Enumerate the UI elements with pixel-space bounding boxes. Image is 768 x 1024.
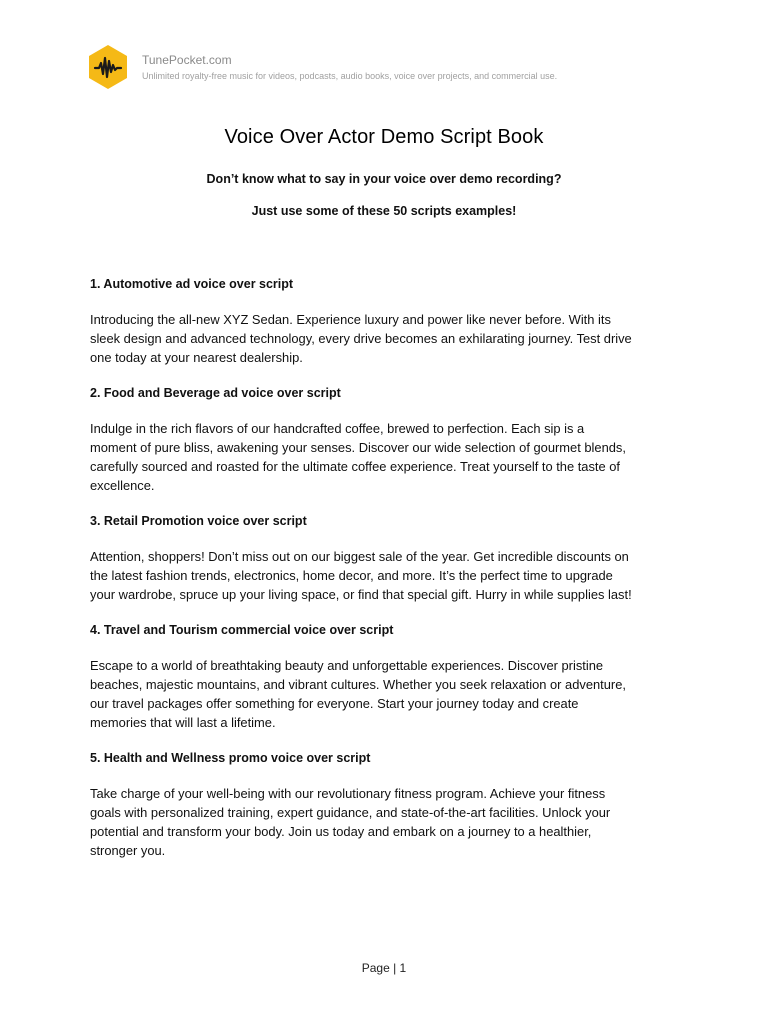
section-health-wellness xyxy=(90,749,690,860)
body-line: goals with personalized training, expert guidance, and state-of-the-art facilities. Unlock your xyxy=(90,805,611,820)
section-heading: 5. Health and Wellness promo voice over script xyxy=(90,751,371,765)
document-title: Voice Over Actor Demo Script Book xyxy=(224,126,544,148)
body-line: sleek design and advanced technology, every drive becomes an exhilarating journey. Test drive xyxy=(90,331,632,346)
body-line: your wardrobe, spruce up your living space, or find that special gift. Hurry in while supplies last! xyxy=(90,587,632,602)
body-line: one today at your nearest dealership. xyxy=(90,350,303,365)
body-line: Introducing the all-new XYZ Sedan. Experience luxury and power like never before. With its xyxy=(90,312,611,327)
body-line: the latest fashion trends, electronics, home decor, and more. It’s the perfect time to upgrade xyxy=(90,568,613,583)
script-sections xyxy=(90,275,690,877)
section-body xyxy=(90,784,690,860)
body-line: carefully sourced and roasted for the ultimate coffee experience. Treat yourself to the taste of xyxy=(90,459,621,474)
section-retail-promotion xyxy=(90,512,690,604)
body-line: memories that will last a lifetime. xyxy=(90,715,276,730)
body-line: Take charge of your well-being with our revolutionary fitness program. Achieve your fitness xyxy=(90,786,606,801)
body-line: excellence. xyxy=(90,478,155,493)
brand-block xyxy=(142,52,557,83)
body-line: Indulge in the rich flavors of our handcrafted coffee, brewed to perfection. Each sip is a xyxy=(90,421,585,436)
brand-name: TunePocket.com xyxy=(142,52,232,67)
section-heading: 3. Retail Promotion voice over script xyxy=(90,514,307,528)
soundwave-hexagon-icon xyxy=(88,44,128,90)
section-body xyxy=(90,656,690,732)
section-heading: 4. Travel and Tourism commercial voice over script xyxy=(90,623,394,637)
brand-tagline: Unlimited royalty-free music for videos, podcasts, audio books, voice over projects, and commercial use. xyxy=(142,70,558,81)
document-subtitle-question: Don’t know what to say in your voice over demo recording? xyxy=(206,172,562,186)
section-travel-tourism xyxy=(90,621,690,732)
document-subtitle-instruction: Just use some of these 50 scripts examples! xyxy=(251,204,517,218)
body-line: our travel packages offer something for everyone. Start your journey today and create xyxy=(90,696,579,711)
body-line: Attention, shoppers! Don’t miss out on our biggest sale of the year. Get incredible discounts on xyxy=(90,549,629,564)
section-heading: 1. Automotive ad voice over script xyxy=(90,277,294,291)
page-number: Page | 1 xyxy=(361,961,407,975)
body-line: beaches, majestic mountains, and vibrant cultures. Whether you seek relaxation or adventure, xyxy=(90,677,626,692)
document-header xyxy=(88,44,557,90)
body-line: Escape to a world of breathtaking beauty and unforgettable experiences. Discover pristine xyxy=(90,658,604,673)
section-body xyxy=(90,310,690,367)
body-line: moment of pure bliss, awakening your senses. Discover our wide selection of gourmet blends, xyxy=(90,440,626,455)
body-line: stronger you. xyxy=(90,843,166,858)
section-body xyxy=(90,419,690,495)
body-line: potential and transform your body. Join us today and embark on a journey to a healthier, xyxy=(90,824,592,839)
section-food-beverage xyxy=(90,384,690,495)
section-body xyxy=(90,547,690,604)
section-automotive xyxy=(90,275,690,367)
section-heading: 2. Food and Beverage ad voice over script xyxy=(90,386,341,400)
